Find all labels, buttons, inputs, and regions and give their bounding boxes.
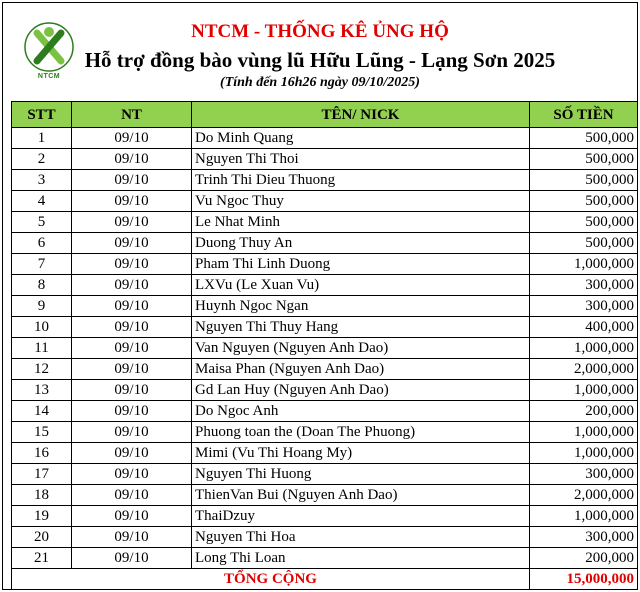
row-stt: 16 xyxy=(12,443,72,464)
row-stt: 7 xyxy=(12,254,72,275)
table-row xyxy=(12,527,638,548)
row-date: 09/10 xyxy=(72,359,192,380)
row-amount: 500,000 xyxy=(530,170,638,191)
row-amount: 1,000,000 xyxy=(530,254,638,275)
report-title: NTCM - THỐNG KÊ ỦNG HỘ xyxy=(191,21,449,42)
row-date: 09/10 xyxy=(72,296,192,317)
row-date: 09/10 xyxy=(72,254,192,275)
row-name: ThaiDzuy xyxy=(192,506,530,527)
row-stt: 10 xyxy=(12,317,72,338)
column-header-nt: NT xyxy=(72,102,192,128)
table-row xyxy=(12,254,638,275)
row-stt: 12 xyxy=(12,359,72,380)
table-row xyxy=(12,359,638,380)
row-name: Trinh Thi Dieu Thuong xyxy=(192,170,530,191)
row-stt: 21 xyxy=(12,548,72,569)
report-header xyxy=(3,3,637,101)
row-amount: 500,000 xyxy=(530,212,638,233)
report-subtitle: Hỗ trợ đồng bào vùng lũ Hữu Lũng - Lạng Sơn 2025 xyxy=(84,48,556,72)
row-stt: 4 xyxy=(12,191,72,212)
row-name: Long Thi Loan xyxy=(192,548,530,569)
row-name: Maisa Phan (Nguyen Anh Dao) xyxy=(192,359,530,380)
column-header-name: TÊN/ NICK xyxy=(192,102,530,128)
total-row xyxy=(12,569,638,590)
row-amount: 300,000 xyxy=(530,296,638,317)
row-stt: 2 xyxy=(12,149,72,170)
row-name: Mimi (Vu Thi Hoang My) xyxy=(192,443,530,464)
row-amount: 500,000 xyxy=(530,191,638,212)
row-date: 09/10 xyxy=(72,401,192,422)
row-name: Phuong toan the (Doan The Phuong) xyxy=(192,422,530,443)
row-stt: 3 xyxy=(12,170,72,191)
column-header-stt: STT xyxy=(12,102,72,128)
row-amount: 2,000,000 xyxy=(530,359,638,380)
row-amount: 2,000,000 xyxy=(530,485,638,506)
row-name: Nguyen Thi Huong xyxy=(192,464,530,485)
row-name: Nguyen Thi Hoa xyxy=(192,527,530,548)
table-row xyxy=(12,422,638,443)
row-date: 09/10 xyxy=(72,191,192,212)
row-amount: 1,000,000 xyxy=(530,443,638,464)
row-stt: 9 xyxy=(12,296,72,317)
row-stt: 11 xyxy=(12,338,72,359)
table-row xyxy=(12,464,638,485)
table-row xyxy=(12,233,638,254)
table-row xyxy=(12,317,638,338)
row-date: 09/10 xyxy=(72,338,192,359)
row-name: Duong Thuy An xyxy=(192,233,530,254)
row-amount: 400,000 xyxy=(530,317,638,338)
row-amount: 300,000 xyxy=(530,527,638,548)
row-stt: 13 xyxy=(12,380,72,401)
row-name: Vu Ngoc Thuy xyxy=(192,191,530,212)
row-stt: 17 xyxy=(12,464,72,485)
row-name: ThienVan Bui (Nguyen Anh Dao) xyxy=(192,485,530,506)
row-stt: 1 xyxy=(12,128,72,149)
table-row xyxy=(12,506,638,527)
row-stt: 5 xyxy=(12,212,72,233)
row-amount: 300,000 xyxy=(530,275,638,296)
row-date: 09/10 xyxy=(72,149,192,170)
row-amount: 300,000 xyxy=(530,464,638,485)
row-date: 09/10 xyxy=(72,443,192,464)
row-stt: 8 xyxy=(12,275,72,296)
row-amount: 500,000 xyxy=(530,149,638,170)
row-name: Nguyen Thi Thuy Hang xyxy=(192,317,530,338)
row-name: Van Nguyen (Nguyen Anh Dao) xyxy=(192,338,530,359)
table-row xyxy=(12,296,638,317)
row-amount: 200,000 xyxy=(530,401,638,422)
row-amount: 500,000 xyxy=(530,233,638,254)
table-row xyxy=(12,128,638,149)
row-date: 09/10 xyxy=(72,380,192,401)
row-stt: 6 xyxy=(12,233,72,254)
row-date: 09/10 xyxy=(72,485,192,506)
table-row xyxy=(12,191,638,212)
table-row xyxy=(12,485,638,506)
row-date: 09/10 xyxy=(72,464,192,485)
table-row xyxy=(12,338,638,359)
spreadsheet-sheet xyxy=(2,2,638,590)
row-name: Gd Lan Huy (Nguyen Anh Dao) xyxy=(192,380,530,401)
row-name: Le Nhat Minh xyxy=(192,212,530,233)
logo-text: NTCM xyxy=(37,73,61,80)
total-label: TỔNG CỘNG xyxy=(12,569,530,590)
table-row xyxy=(12,401,638,422)
column-header-amount: SỐ TIỀN xyxy=(530,102,638,128)
row-name: Do Ngoc Anh xyxy=(192,401,530,422)
row-name: Nguyen Thi Thoi xyxy=(192,149,530,170)
total-value: 15,000,000 xyxy=(530,569,638,590)
row-stt: 20 xyxy=(12,527,72,548)
donation-table xyxy=(11,101,638,590)
row-date: 09/10 xyxy=(72,233,192,254)
report-timestamp-note: (Tính đến 16h26 ngày 09/10/2025) xyxy=(220,75,420,90)
table-row xyxy=(12,548,638,569)
row-name: LXVu (Le Xuan Vu) xyxy=(192,275,530,296)
row-stt: 14 xyxy=(12,401,72,422)
row-date: 09/10 xyxy=(72,317,192,338)
table-row xyxy=(12,443,638,464)
table-body xyxy=(12,128,638,569)
row-date: 09/10 xyxy=(72,422,192,443)
table-row xyxy=(12,149,638,170)
row-amount: 200,000 xyxy=(530,548,638,569)
table-header-row xyxy=(12,102,638,128)
row-name: Do Minh Quang xyxy=(192,128,530,149)
row-amount: 1,000,000 xyxy=(530,380,638,401)
row-date: 09/10 xyxy=(72,128,192,149)
table-row xyxy=(12,275,638,296)
table-row xyxy=(12,212,638,233)
row-date: 09/10 xyxy=(72,527,192,548)
row-name: Pham Thi Linh Duong xyxy=(192,254,530,275)
row-amount: 500,000 xyxy=(530,128,638,149)
table-row xyxy=(12,380,638,401)
row-amount: 1,000,000 xyxy=(530,422,638,443)
row-date: 09/10 xyxy=(72,212,192,233)
row-amount: 1,000,000 xyxy=(530,506,638,527)
row-stt: 18 xyxy=(12,485,72,506)
row-name: Huynh Ngoc Ngan xyxy=(192,296,530,317)
row-date: 09/10 xyxy=(72,170,192,191)
row-date: 09/10 xyxy=(72,275,192,296)
row-stt: 15 xyxy=(12,422,72,443)
row-date: 09/10 xyxy=(72,548,192,569)
row-date: 09/10 xyxy=(72,506,192,527)
table-row xyxy=(12,170,638,191)
row-amount: 1,000,000 xyxy=(530,338,638,359)
row-stt: 19 xyxy=(12,506,72,527)
